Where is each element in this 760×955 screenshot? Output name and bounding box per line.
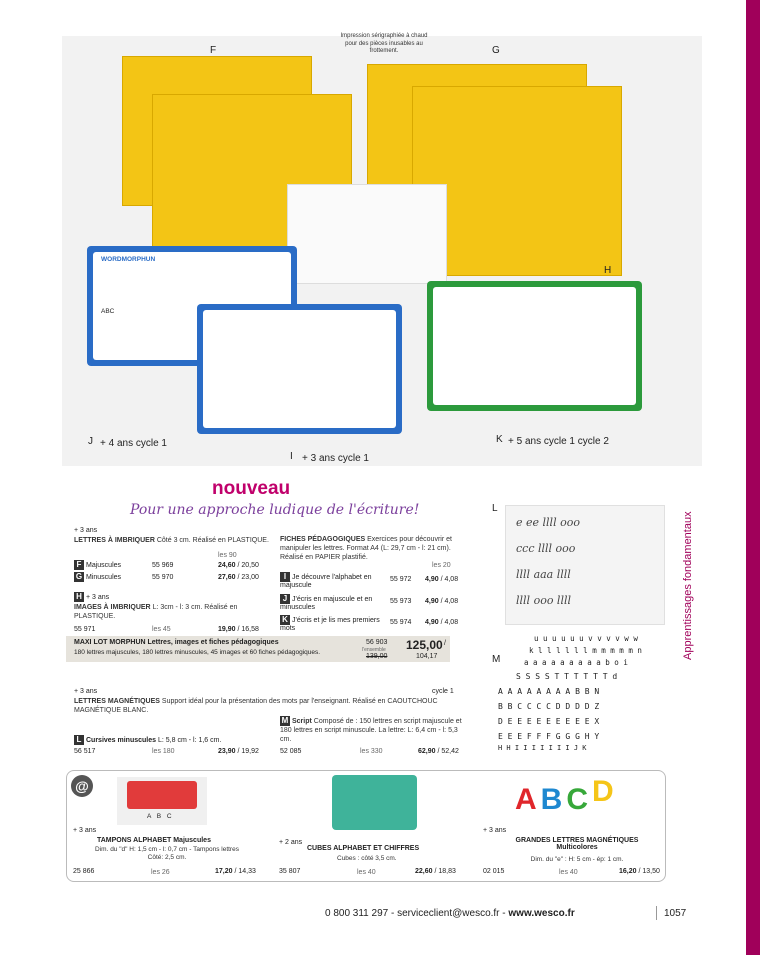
- script-row-2: k l l l l l l m m m m m n: [529, 646, 642, 655]
- magnets-ref: 02 015: [483, 868, 505, 875]
- worksheet-abc: ABC: [101, 308, 115, 315]
- cubes-age: + 2 ans: [279, 839, 303, 846]
- maxi-lot-bar: [66, 636, 450, 662]
- images-ref: 55 971: [74, 626, 96, 633]
- cursive-letters-photo: [505, 505, 665, 625]
- script-ref: 52 085: [280, 748, 302, 755]
- magnets-age: + 3 ans: [483, 827, 507, 834]
- cursives-price: 23,90 / 19,92: [218, 748, 259, 755]
- images-age: H + 3 ans: [74, 592, 109, 602]
- cubes-title: CUBES ALPHABET ET CHIFFRES: [307, 845, 420, 852]
- fiches-price-i: 4,90 / 4,08: [425, 576, 459, 583]
- cursives-lot: les 180: [152, 748, 175, 755]
- maxi-lot-ht: 104,17: [416, 653, 438, 660]
- script-row-4: S S S S T T T T T T d: [516, 672, 618, 681]
- cursive-row-2: ccc llll ooo: [516, 542, 576, 555]
- maxi-lot-old-price: 139,00: [366, 653, 388, 660]
- maxi-lot-desc: 180 lettres majuscules, 180 lettres minuscules, 45 images et 60 fiches pédagogiques.: [74, 649, 321, 656]
- lettres-desc: LETTRES À IMBRIQUER Côté 3 cm. Réalisé en PLASTIQUE.: [74, 537, 269, 544]
- script-row-6: B B C C C C D D D D Z: [498, 702, 600, 711]
- stamps-lot: les 26: [151, 869, 170, 876]
- maxi-lot-set: l'ensemble: [362, 647, 386, 653]
- label-h: H: [604, 265, 612, 276]
- cursive-row-4: llll ooo llll: [516, 594, 572, 607]
- script-desc: M Script Composé de : 150 lettres en script majuscule et 180 lettres en script minuscule. La lettre: L: 6,4 cm - l: 5,3 cm.: [280, 716, 462, 743]
- images-desc: IMAGES À IMBRIQUER L: 3cm - l: 3 cm. Réalisé en PLASTIQUE.: [74, 604, 238, 620]
- fiches-desc: FICHES PÉDAGOGIQUES Exercices pour découvrir et manipuler les lettres. Format A4 (L: 29,7 cm - l: 21 cm). Réalisé en PAPIER plastifié.: [280, 536, 452, 561]
- magnet-d: D: [592, 775, 618, 808]
- label-f: F: [210, 45, 217, 56]
- callout-note: Impression sérigraphiée à chaud pour des pièces inusables au frottement.: [340, 33, 428, 54]
- lettres-lot: les 90: [218, 552, 237, 559]
- magnet-a: A: [515, 783, 541, 816]
- fiches-price-j: 4,90 / 4,08: [425, 598, 459, 605]
- fiches-price-k: 4,90 / 4,08: [425, 619, 459, 626]
- magnetiques-age: + 3 ans: [74, 688, 98, 695]
- section-label: Apprentissages fondamentaux: [682, 511, 694, 660]
- script-row-5: A A A A A A A A B B N: [498, 687, 600, 696]
- label-k: K: [496, 434, 503, 445]
- stamps-desc: Dim. du "d" H: 1,5 cm - l: 0,7 cm - Tampons lettres Côté: 2,5 cm.: [95, 846, 239, 862]
- tagline: Pour une approche ludique de l'écriture!: [130, 502, 420, 518]
- stamps-price: 17,20 / 14,33: [215, 868, 256, 875]
- lettres-price-f: 24,60 / 20,50: [218, 562, 259, 569]
- lettres-age: + 3 ans: [74, 527, 98, 534]
- lettres-ref-g: 55 970: [152, 574, 174, 581]
- lettres-item-f: F Majuscules: [74, 560, 121, 570]
- label-i: I: [290, 451, 293, 462]
- fiches-ref-k: 55 974: [390, 619, 412, 626]
- magnetiques-desc: LETTRES MAGNÉTIQUES Support idéal pour la présentation des mots par l'enseignant. Réalisé en CAOUTCHOUC MAGNÉTIQUE BLANC.: [74, 698, 438, 714]
- lettres-price-g: 27,60 / 23,00: [218, 574, 259, 581]
- footer-email[interactable]: serviceclient@wesco.fr: [397, 908, 500, 919]
- maxi-lot-ref: 56 903: [366, 639, 388, 646]
- label-i-age: + 3 ans cycle 1: [302, 453, 369, 464]
- maxi-lot-title: MAXI LOT MORPHUN Lettres, images et fiches pédagogiques: [74, 639, 279, 646]
- script-row-7: D E E E E E E E E E X: [498, 717, 600, 726]
- stamps-photo: [117, 777, 207, 825]
- script-letters-photo: [494, 632, 660, 752]
- cubes-ref: 35 807: [279, 868, 301, 875]
- cursives-ref: 56 517: [74, 748, 96, 755]
- sample-label-l: L: [492, 503, 498, 514]
- fiches-lot: les 20: [432, 562, 451, 569]
- section-sidebar: [746, 0, 760, 955]
- fiches-item-i: I Je découvre l'alphabet en majuscule: [280, 572, 372, 589]
- script-row-8: E E E F F F G G G H Y: [498, 732, 600, 741]
- script-lot: les 330: [360, 748, 383, 755]
- magnets-title: GRANDES LETTRES MAGNÉTIQUES Multicolores: [515, 837, 639, 851]
- maxi-lot-price: 125,00: [406, 638, 443, 652]
- web-exclusive-box: [66, 770, 666, 882]
- label-g: G: [492, 45, 500, 56]
- footer-phone[interactable]: 0 800 311 297: [325, 908, 389, 919]
- cursives-title: L Cursives minuscules L: 5,8 cm - l: 1,6 cm.: [74, 735, 221, 745]
- cubes-photo: [332, 775, 417, 830]
- script-row-9: H H I I I I I I I J K: [498, 744, 587, 752]
- stamps-age: + 3 ans: [73, 827, 97, 834]
- magnet-c: C: [566, 783, 593, 816]
- image-tiles: [287, 184, 447, 284]
- fiches-ref-i: 55 972: [390, 576, 412, 583]
- product-photo: [62, 36, 702, 466]
- magnet-b: B: [540, 783, 567, 816]
- worksheet-k: [427, 281, 642, 411]
- images-lot: les 45: [152, 626, 171, 633]
- cubes-price: 22,60 / 18,83: [415, 868, 456, 875]
- nouveau-heading: nouveau: [212, 478, 291, 499]
- script-row-1: u u u u u u v v v v w w: [534, 634, 638, 643]
- worksheet-brand: WORDMORPHUN: [101, 256, 156, 263]
- magnets-desc: Dim. du "e" : H: 5 cm - ép: 1 cm.: [530, 856, 624, 863]
- worksheet-i: [197, 304, 402, 434]
- fiches-item-k: K J'écris et je lis mes premiers mots: [280, 615, 380, 632]
- magnets-price: 16,20 / 13,50: [619, 868, 660, 875]
- images-price: 19,90 / 16,58: [218, 626, 259, 633]
- stamp-letters: A B C: [147, 813, 174, 820]
- stamps-ref: 25 866: [73, 868, 95, 875]
- label-j: J: [88, 436, 93, 447]
- magnetiques-cycle: cycle 1: [432, 688, 454, 695]
- fiches-ref-j: 55 973: [390, 598, 412, 605]
- cursive-row-1: e ee llll ooo: [516, 516, 580, 529]
- footer-site[interactable]: www.wesco.fr: [508, 908, 575, 919]
- cubes-desc: Cubes : côté 3,5 cm.: [337, 855, 397, 862]
- footer-divider: [656, 906, 657, 920]
- footer-contact: 0 800 311 297 - serviceclient@wesco.fr - www.wesco.fr: [325, 908, 575, 919]
- label-k-age: + 5 ans cycle 1 cycle 2: [508, 436, 609, 447]
- fiches-item-j: J J'écris en majuscule et en minuscules: [280, 594, 373, 611]
- cursive-row-3: llll aaa llll: [516, 568, 571, 581]
- magnets-lot: les 40: [559, 869, 578, 876]
- lettres-item-g: G Minuscules: [75, 572, 122, 581]
- lettres-ref-f: 55 969: [152, 562, 174, 569]
- script-row-3: a a a a a a a a a b o i: [524, 658, 628, 667]
- cubes-lot: les 40: [357, 869, 376, 876]
- maxi-lot-slash: /: [444, 640, 446, 647]
- sample-label-m: M: [492, 654, 501, 665]
- stamps-title: TAMPONS ALPHABET Majuscules: [97, 837, 211, 844]
- label-j-age: + 4 ans cycle 1: [100, 438, 167, 449]
- page-number: 1057: [664, 908, 687, 919]
- abcd-magnets: [515, 775, 618, 817]
- at-icon: @: [71, 775, 93, 797]
- script-price: 62,90 / 52,42: [418, 748, 459, 755]
